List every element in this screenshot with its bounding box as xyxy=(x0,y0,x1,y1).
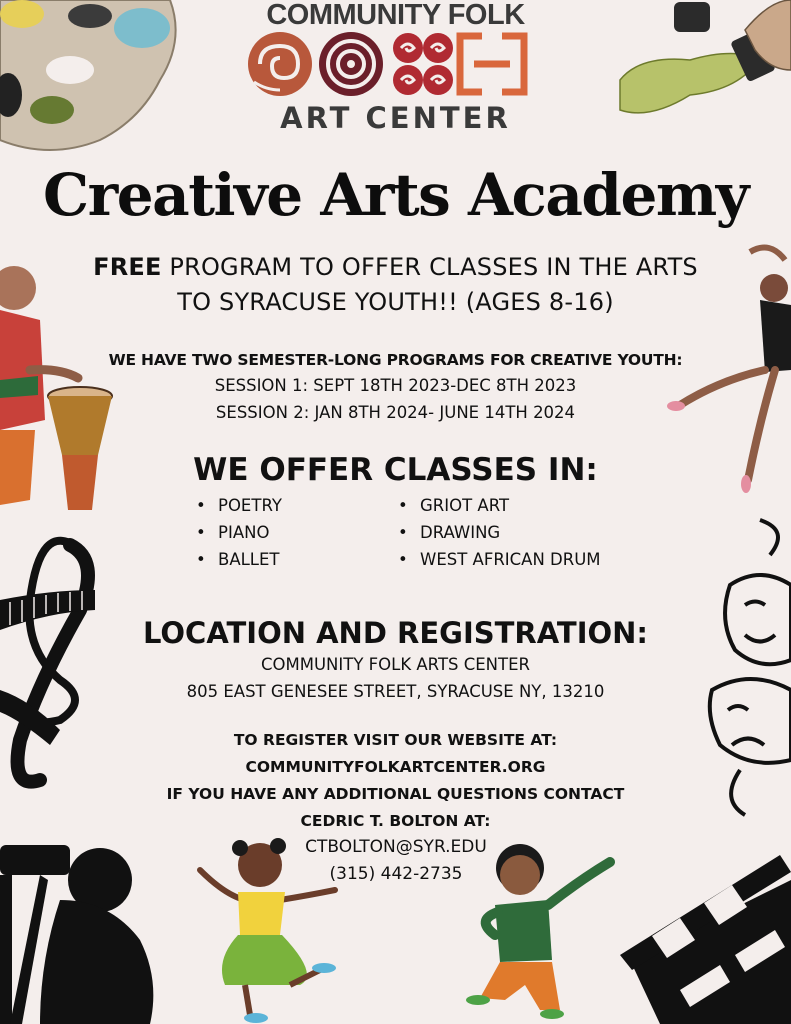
session-2: SESSION 2: JAN 8TH 2024- JUNE 14TH 2024 xyxy=(215,403,576,422)
logo-concentric-glyph xyxy=(319,32,383,96)
logo-brackets-glyph xyxy=(460,36,524,92)
classes-list xyxy=(196,492,636,573)
classes-column-2 xyxy=(398,492,601,573)
register-website[interactable]: COMMUNITYFOLKARTCENTER.ORG xyxy=(245,758,546,776)
page-title: Creative Arts Academy xyxy=(43,161,748,229)
location-address: 805 EAST GENESEE STREET, SYRACUSE NY, 13210 xyxy=(186,682,605,701)
location-heading: LOCATION AND REGISTRATION: xyxy=(142,616,649,650)
logo-emblem xyxy=(246,30,530,98)
list-item: • WEST AFRICAN DRUM xyxy=(420,546,601,573)
logo-spiral-glyph xyxy=(393,33,453,95)
intro-line-2: TO SYRACUSE YOUTH!! (AGES 8-16) xyxy=(177,288,614,316)
semesters-heading: WE HAVE TWO SEMESTER-LONG PROGRAMS FOR CREATIVE YOUTH: xyxy=(108,351,683,369)
list-item: • DRAWING xyxy=(420,519,601,546)
session-1: SESSION 1: SEPT 18TH 2023-DEC 8TH 2023 xyxy=(214,376,577,395)
intro-free: FREE xyxy=(93,253,162,281)
register-line-3: IF YOU HAVE ANY ADDITIONAL QUESTIONS CONTACT xyxy=(166,785,625,803)
intro-text xyxy=(0,250,791,320)
logo-top-text: COMMUNITY FOLK xyxy=(266,0,525,31)
location-name: COMMUNITY FOLK ARTS CENTER xyxy=(260,655,530,674)
list-item: • PIANO xyxy=(218,519,398,546)
register-line-4: CEDRIC T. BOLTON AT: xyxy=(300,812,491,830)
list-item: • BALLET xyxy=(218,546,398,573)
camera-silhouette-illustration xyxy=(0,845,153,1024)
intro-line-1-rest: PROGRAM TO OFFER CLASSES IN THE ARTS xyxy=(161,253,698,281)
list-item: • GRIOT ART xyxy=(420,492,601,519)
list-item: • POETRY xyxy=(218,492,398,519)
logo-bottom-text: ART CENTER xyxy=(280,101,511,135)
clapperboard-illustration xyxy=(620,855,791,1024)
classes-column-1 xyxy=(196,492,398,573)
logo-swirl-glyph xyxy=(248,32,312,96)
contact-phone[interactable]: (315) 442-2735 xyxy=(329,864,463,884)
intro-line-1 xyxy=(0,250,791,285)
register-line-1: TO REGISTER VISIT OUR WEBSITE AT: xyxy=(233,731,558,749)
classes-heading: WE OFFER CLASSES IN: xyxy=(193,452,598,488)
contact-email[interactable]: CTBOLTON@SYR.EDU xyxy=(305,837,487,857)
